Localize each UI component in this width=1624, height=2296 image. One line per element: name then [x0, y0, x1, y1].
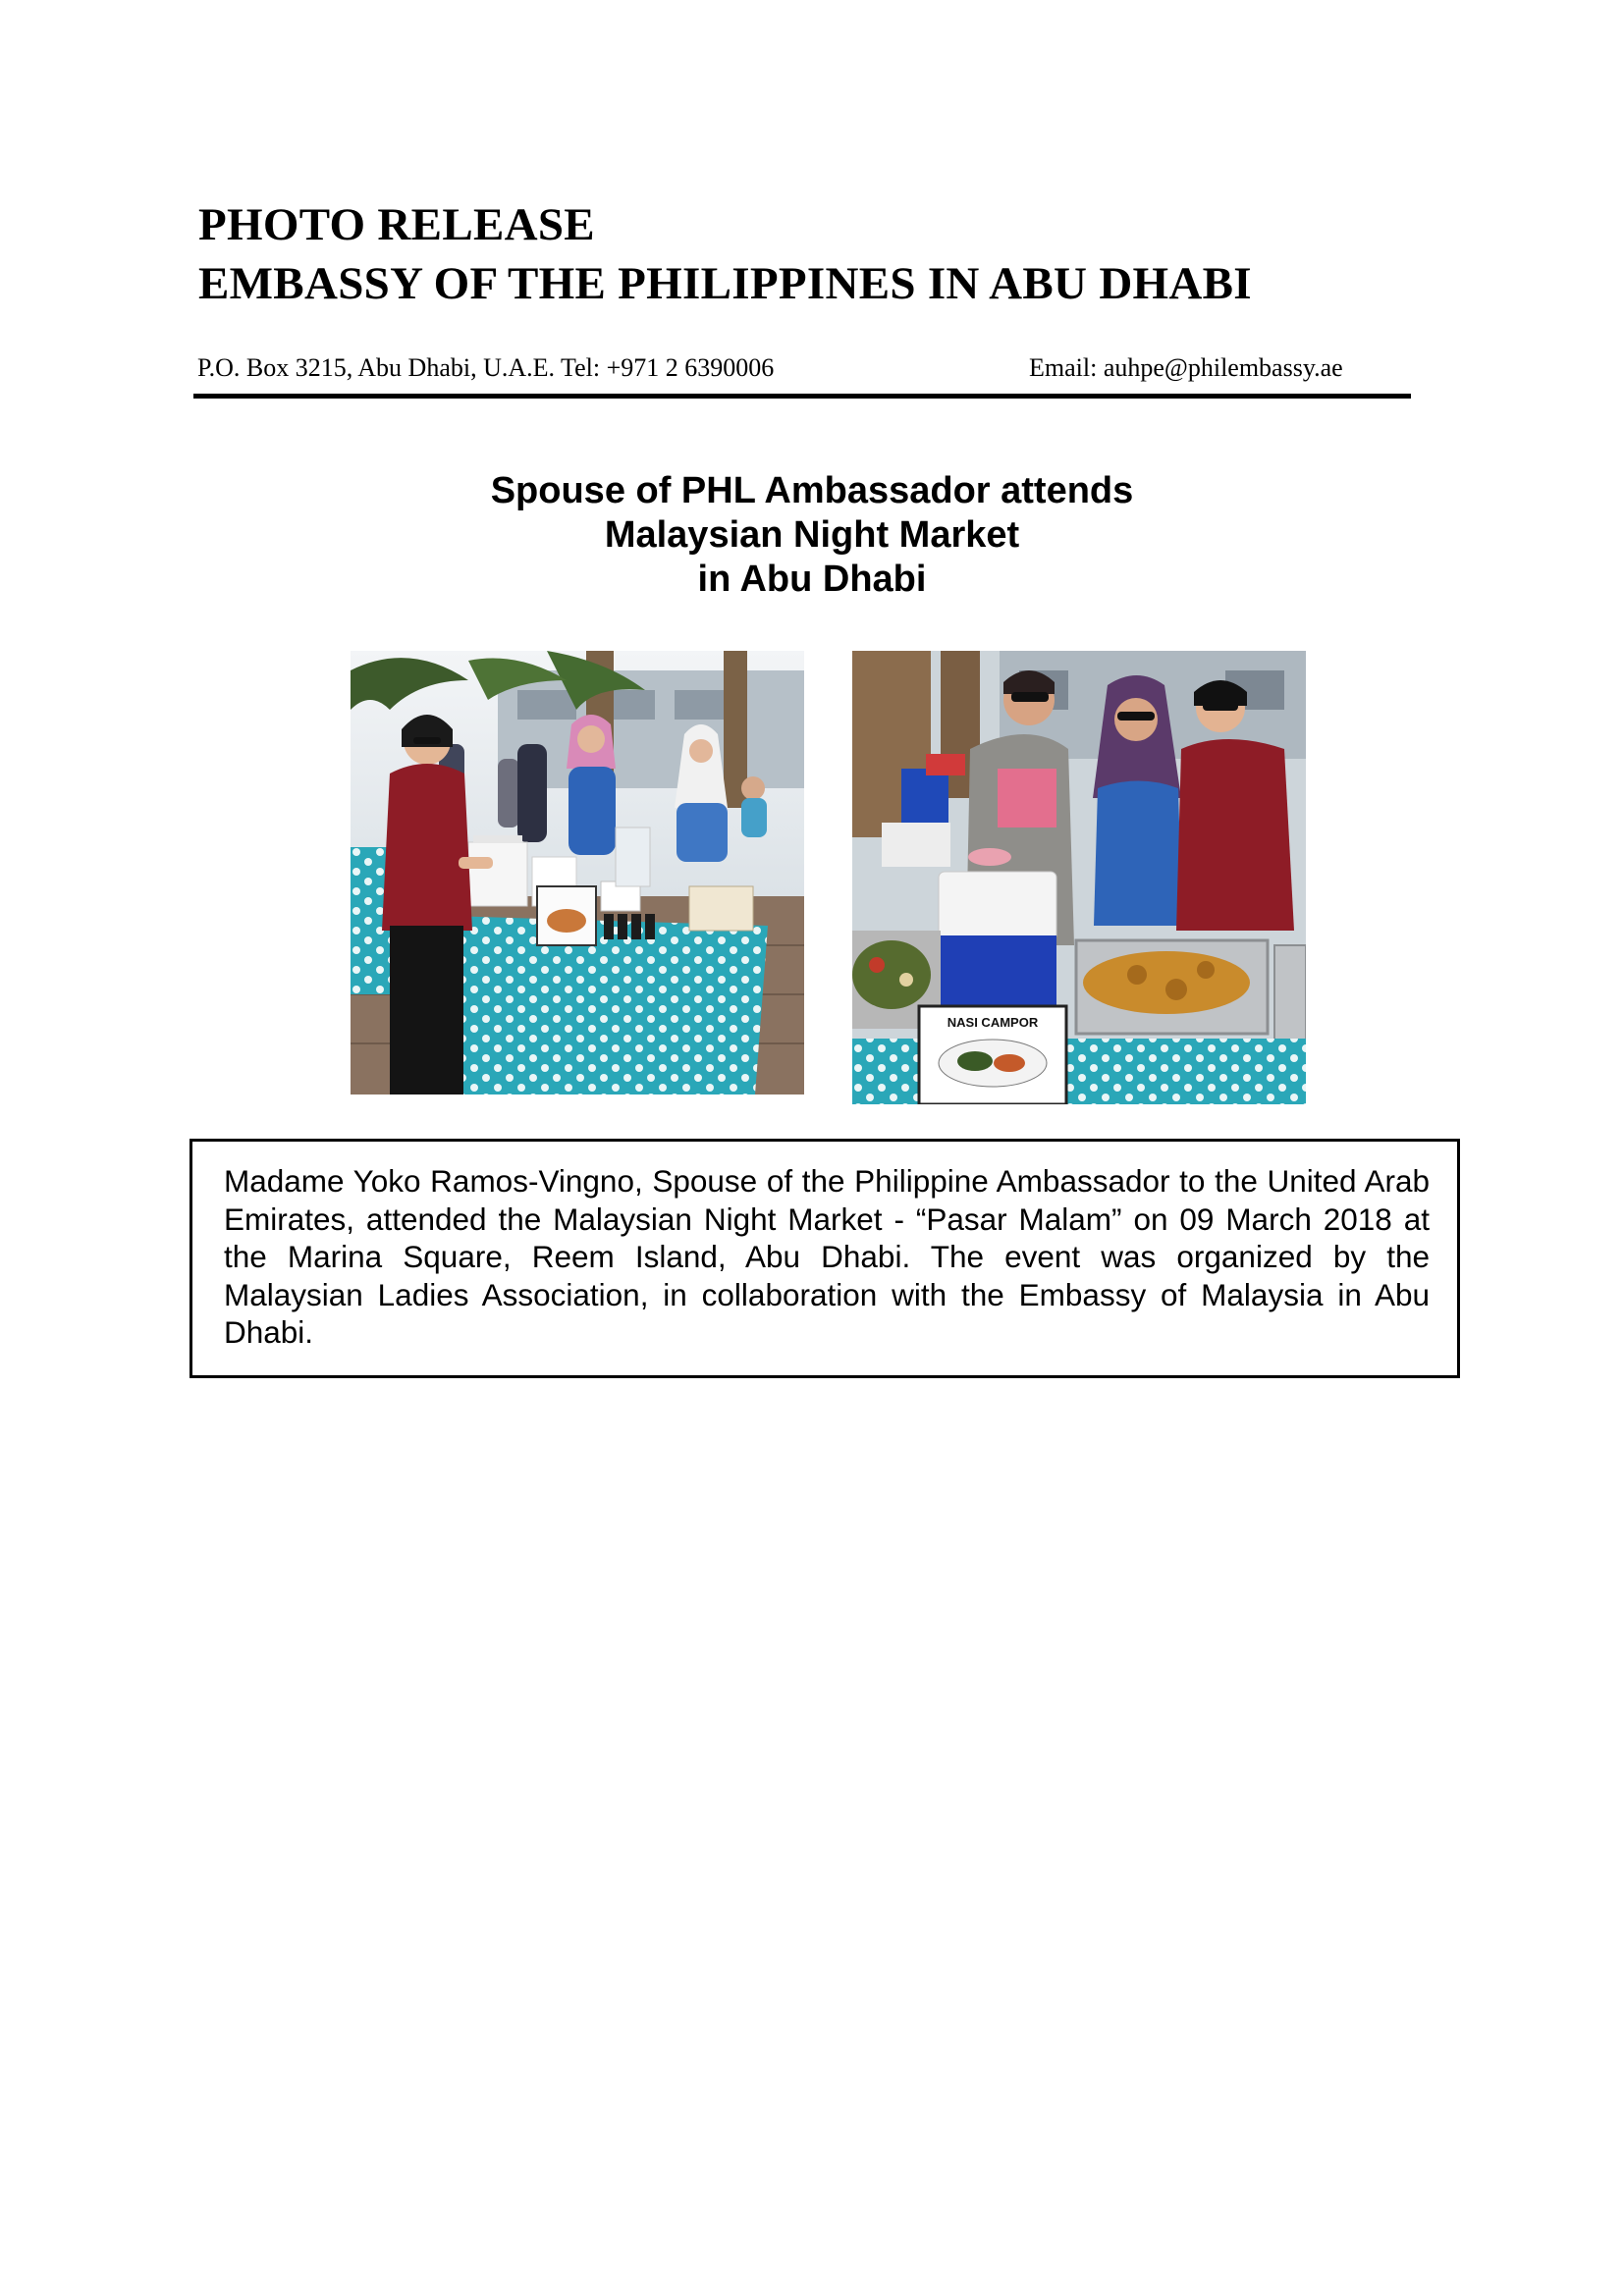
headline-line-3: in Abu Dhabi — [697, 559, 927, 600]
photo-right — [852, 651, 1306, 1104]
headline-line-2: Malaysian Night Market — [604, 514, 1020, 556]
headline — [0, 469, 1624, 602]
header-rule — [193, 394, 1411, 399]
contact-address: P.O. Box 3215, Abu Dhabi, U.A.E. Tel: +971 2 6390006 — [197, 353, 775, 382]
headline-line-1: Spouse of PHL Ambassador attends — [490, 470, 1134, 511]
contact-email: Email: auhpe@philembassy.ae — [1029, 353, 1343, 382]
release-title: PHOTO RELEASE — [198, 199, 595, 250]
photo-left — [351, 651, 804, 1095]
caption-box — [189, 1139, 1460, 1378]
caption-text: Madame Yoko Ramos-Vingno, Spouse of the Philippine Ambassador to the United Arab Emirates, attended the Malaysian Night Market - “Pasar Malam” on 09 March 2018 at the Marina Square, Reem Island, Abu Dhabi. The event was organized by the Malaysian Ladies Association, in collaboration with the Embassy of Malaysia in Abu Dhabi. — [224, 1163, 1430, 1350]
embassy-name: EMBASSY OF THE PHILIPPINES IN ABU DHABI — [198, 258, 1252, 309]
nasi-campor-sign-text: NASI CAMPOR — [947, 1015, 1039, 1030]
